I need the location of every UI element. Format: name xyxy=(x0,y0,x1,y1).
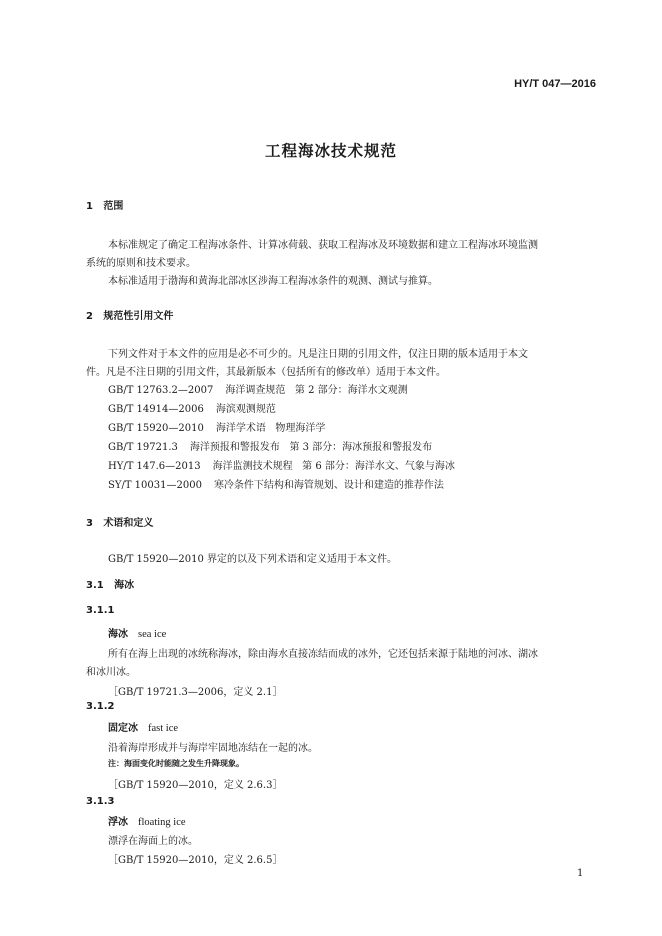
normative-reference xyxy=(108,438,432,453)
term-en: sea ice xyxy=(138,629,167,640)
definition-line-1: 所有在海上出现的冰统称海冰，除由海水直接冻结而成的冰外，它还包括来源于陆地的河冰、湖冰 xyxy=(108,649,538,660)
definition-source: ［GB/T 15920—2010，定义 2.6.3］ xyxy=(108,780,283,791)
clause-number: 3.1.2 xyxy=(86,701,115,712)
term-zh: 固定冰 xyxy=(108,723,138,734)
page-number: 1 xyxy=(577,868,584,879)
reference-code: GB/T 15920—2010 xyxy=(108,423,204,434)
reference-code: GB/T 14914—2006 xyxy=(108,404,204,415)
term-zh: 海冰 xyxy=(108,629,128,640)
definition-note: 注：海面变化时能随之发生升降现象。 xyxy=(108,759,244,768)
section-1-paragraph-2: 本标准适用于渤海和黄海北部冰区涉海工程海冰条件的观测、测试与推算。 xyxy=(108,276,438,287)
normative-reference xyxy=(108,457,455,472)
reference-code: GB/T 12763.2—2007 xyxy=(108,385,214,396)
term-zh: 浮冰 xyxy=(108,817,128,828)
section-2-paragraph-line-2: 件。凡是不注日期的引用文件，其最新版本（包括所有的修改单）适用于本文件。 xyxy=(86,367,446,378)
section-1-heading: 1 范围 xyxy=(86,201,124,212)
normative-reference xyxy=(108,381,408,396)
document-title: 工程海冰技术规范 xyxy=(264,142,397,160)
reference-title: 海洋调查规范 第 2 部分：海洋水文观测 xyxy=(225,385,408,396)
section-2-heading: 2 规范性引用文件 xyxy=(86,311,174,322)
definition-source: ［GB/T 19721.3—2006，定义 2.1］ xyxy=(108,687,283,698)
clause-number: 3.1.1 xyxy=(86,605,115,616)
section-1-paragraph-1-line-2: 系统的原则和技术要求。 xyxy=(86,258,196,269)
clause-number: 3.1.3 xyxy=(86,796,115,807)
definition-source: ［GB/T 15920—2010，定义 2.6.5］ xyxy=(108,855,283,866)
term-en: floating ice xyxy=(138,817,186,828)
definition-line-2: 和冰川冰。 xyxy=(86,667,136,678)
normative-reference xyxy=(108,419,325,434)
reference-title: 海滨观测规范 xyxy=(215,404,276,415)
reference-code: HY/T 147.6—2013 xyxy=(108,461,201,472)
term-en: fast ice xyxy=(148,723,179,734)
normative-reference xyxy=(108,476,444,491)
definition: 漂浮在海面上的冰。 xyxy=(108,836,198,847)
section-2-paragraph-line-1: 下列文件对于本文件的应用是必不可少的。凡是注日期的引用文件，仅注日期的版本适用于本文 xyxy=(108,349,528,360)
reference-code: GB/T 19721.3 xyxy=(108,442,178,453)
section-3-intro: GB/T 15920—2010 界定的以及下列术语和定义适用于本文件。 xyxy=(108,554,397,565)
subsection-3-1-heading: 3.1 海冰 xyxy=(86,580,135,591)
section-1-paragraph-1-line-1: 本标准规定了确定工程海冰条件、计算冰荷载、获取工程海冰及环境数据和建立工程海冰环境监测 xyxy=(108,240,538,251)
definition: 沿着海岸形成并与海岸牢固地冻结在一起的冰。 xyxy=(108,743,318,754)
term-entry xyxy=(108,625,166,640)
reference-code: SY/T 10031—2000 xyxy=(108,480,202,491)
normative-reference xyxy=(108,400,276,415)
reference-title: 海洋预报和警报发布 第 3 部分：海冰预报和警报发布 xyxy=(189,442,433,453)
term-entry xyxy=(108,719,178,734)
standard-number: HY/T 047—2016 xyxy=(514,78,596,90)
reference-title: 海洋学术语 物理海洋学 xyxy=(215,423,326,434)
term-entry xyxy=(108,813,186,828)
reference-title: 海洋监测技术规程 第 6 部分：海洋水文、气象与海冰 xyxy=(212,461,455,472)
reference-title: 寒冷条件下结构和海管规划、设计和建造的推荐作法 xyxy=(213,480,444,491)
section-3-heading: 3 术语和定义 xyxy=(86,518,154,529)
